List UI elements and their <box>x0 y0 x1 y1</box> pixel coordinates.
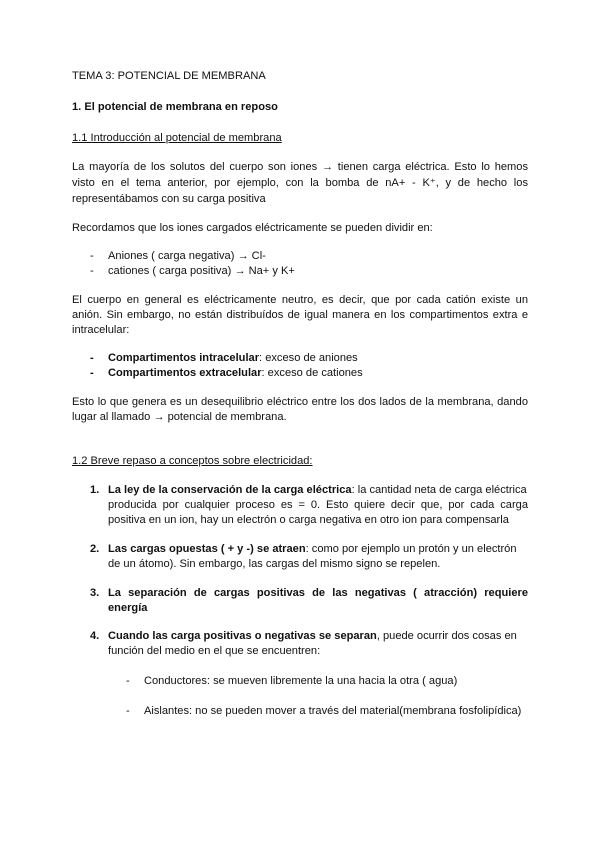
concept-3-line-2: energía <box>108 602 148 614</box>
concept-4-line-1: Cuando las carga positivas o negativas se separan, puede ocurrir dos cosas en <box>108 630 517 642</box>
concept-2-line-2: de un átomo). Sin embargo, las cargas del mismo signo se repelen. <box>108 558 441 570</box>
list-number: 1. <box>90 484 100 496</box>
list-bullet: - <box>126 675 130 687</box>
list-item-cations: cationes ( carga positiva) → Na+ y K+ <box>108 265 295 277</box>
list-bullet: - <box>90 265 94 277</box>
list-item-conductors: Conductores: se mueven libremente la una hacia la otra ( agua) <box>144 675 458 687</box>
list-bullet: - <box>90 352 94 364</box>
concept-1-line-1: La ley de la conservación de la carga eléctrica: la cantidad neta de carga eléctrica <box>108 484 527 496</box>
subsection-heading-1-1: 1.1 Introducción al potencial de membrana <box>72 132 282 144</box>
paragraph-1-line-1: La mayoría de los solutos del cuerpo son iones → tienen carga eléctrica. Esto lo hemos <box>72 161 528 173</box>
document-title: TEMA 3: POTENCIAL DE MEMBRANA <box>72 70 266 82</box>
concept-1-line-3: positiva en un ion, hay un electrón o carga negativa en otro ion para compensarla <box>108 514 509 526</box>
concept-3-line-1: La separación de cargas positivas de las negativas ( atracción) requiere <box>108 587 528 599</box>
list-number: 3. <box>90 587 100 599</box>
paragraph-4-line-2: lugar al llamado → potencial de membrana. <box>72 411 287 423</box>
paragraph-3-line-2: anión. Sin embargo, no están distribuídos de igual manera en los compartimentos extra e <box>72 309 528 321</box>
paragraph-4-line-1: Esto lo que genera es un desequilibrio eléctrico entre los dos lados de la membrana, dando <box>72 396 528 408</box>
paragraph-3-line-1: El cuerpo en general es eléctricamente neutro, es decir, que por cada catión existe un <box>72 294 528 306</box>
paragraph-3-line-3: intracelular: <box>72 324 130 336</box>
list-item-insulators: Aislantes: no se pueden mover a través del material(membrana fosfolipídica) <box>144 705 522 717</box>
list-item-extracellular: Compartimentos extracelular: exceso de cationes <box>108 367 363 379</box>
concept-1-line-2: producida por cualquier proceso es = 0. Esto quiere decir que, por cada carga <box>108 499 528 511</box>
list-item-anions: Aniones ( carga negativa) → Cl- <box>108 250 266 262</box>
concept-4-line-2: función del medio en el que se encuentren: <box>108 645 321 657</box>
list-item-intracellular: Compartimentos intracelular: exceso de aniones <box>108 352 358 364</box>
concept-2-line-1: Las cargas opuestas ( + y -) se atraen: como por ejemplo un protón y un electrón <box>108 543 517 555</box>
list-number: 4. <box>90 630 100 642</box>
paragraph-1-line-2: visto en el tema anterior, por ejemplo, con la bomba de nA+ - K⁺, y de hecho los <box>72 177 528 189</box>
paragraph-2: Recordamos que los iones cargados eléctricamente se pueden dividir en: <box>72 222 433 234</box>
paragraph-1-line-3: representábamos con su carga positiva <box>72 193 266 205</box>
list-bullet: - <box>126 705 130 717</box>
list-bullet: - <box>90 367 94 379</box>
list-number: 2. <box>90 543 100 555</box>
section-heading-1: 1. El potencial de membrana en reposo <box>72 101 278 113</box>
subsection-heading-1-2: 1.2 Breve repaso a conceptos sobre electricidad: <box>72 455 313 467</box>
list-bullet: - <box>90 250 94 262</box>
